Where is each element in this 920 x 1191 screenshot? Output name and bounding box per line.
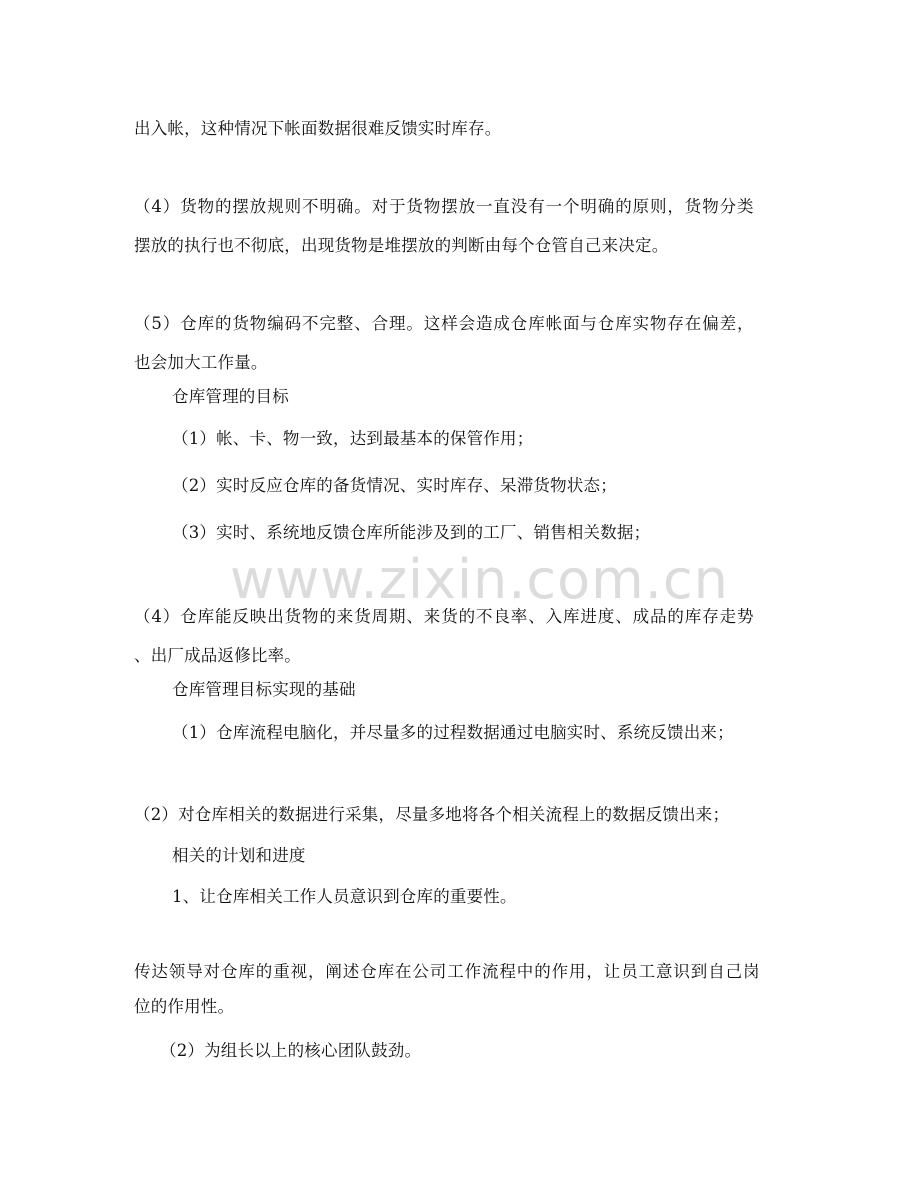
text-line: （4）仓库能反映出货物的来货周期、来货的不良率、入库进度、成品的库存走势 [134, 607, 755, 626]
list-item: （1）仓库流程电脑化，并尽量多的过程数据通过电脑实时、系统反馈出来； [172, 723, 734, 742]
list-item: （2）对仓库相关的数据进行采集，尽量多地将各个相关流程上的数据反馈出来； [134, 805, 730, 824]
text-line: 出入帐，这种情况下帐面数据很难反馈实时库存。 [134, 119, 502, 138]
list-item: （2）实时反应仓库的备货情况、实时库存、呆滞货物状态； [172, 476, 617, 495]
text-line: 、出厂成品返修比率。 [134, 646, 301, 665]
text-line: 摆放的执行也不彻底，出现货物是堆摆放的判断由每个仓管自己来决定。 [134, 236, 669, 255]
text-line: 传达领导对仓库的重视，阐述仓库在公司工作流程中的作用，让员工意识到自己岗 [134, 962, 761, 981]
text-line: 位的作用性。 [134, 997, 235, 1016]
section-heading: 仓库管理目标实现的基础 [172, 680, 356, 699]
watermark: www.zixin.com.cn [230, 548, 729, 611]
text-line: （4）货物的摆放规则不明确。对于货物摆放一直没有一个明确的原则，货物分类 [134, 197, 755, 216]
list-item: （3）实时、系统地反馈仓库所能涉及到的工厂、销售相关数据； [172, 523, 651, 542]
text-line: （5）仓库的货物编码不完整、合理。这样会造成仓库帐面与仓库实物存在偏差， [134, 314, 755, 333]
section-heading: 相关的计划和进度 [172, 846, 306, 865]
list-item: 1、让仓库相关工作人员意识到仓库的重要性。 [172, 887, 517, 906]
section-heading: 仓库管理的目标 [172, 387, 289, 406]
list-item: （2）为组长以上的核心团队鼓劲。 [160, 1041, 422, 1060]
text-line: 也会加大工作量。 [134, 353, 268, 372]
list-item: （1）帐、卡、物一致，达到最基本的保管作用； [172, 429, 534, 448]
